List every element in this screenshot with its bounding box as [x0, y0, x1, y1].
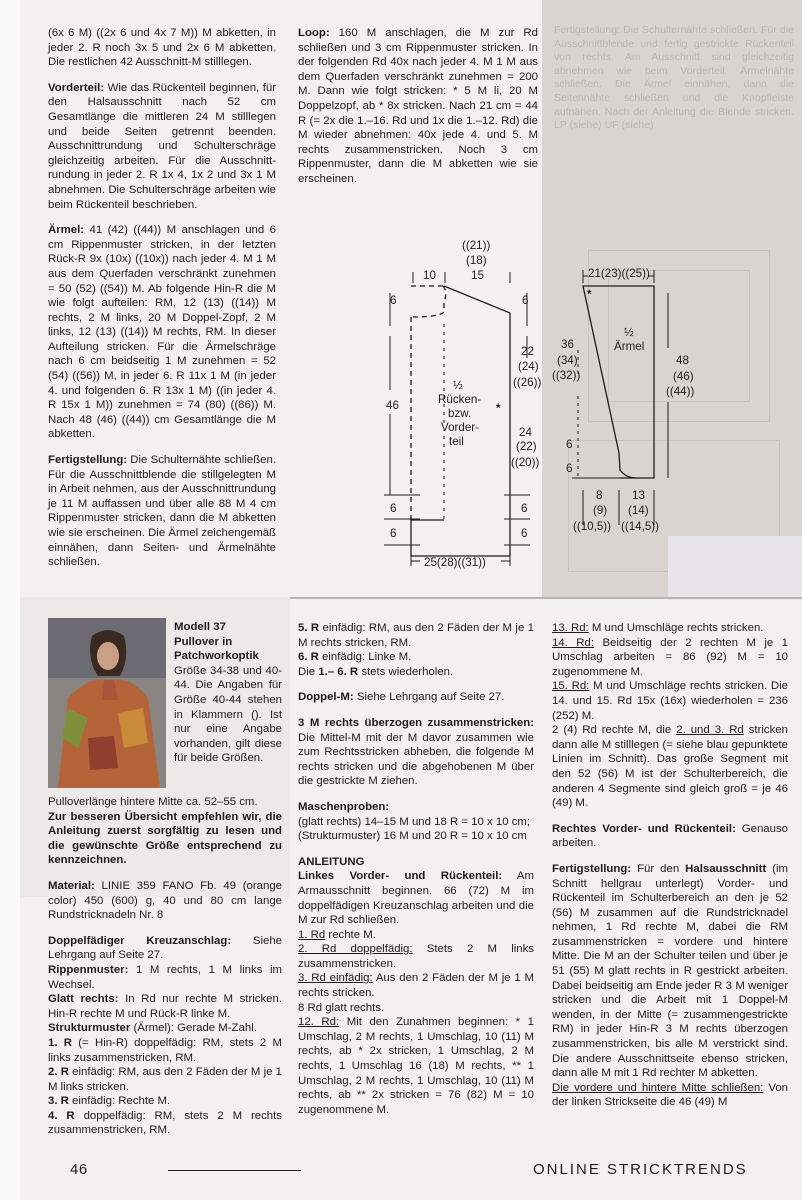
round-12: 12. Rd: Mit den Zunahmen beginnen: * 1 Umschlag, 2 M rechts, 1 Umschlag, 10 (11) M rechts, ab * 2x stricken, 1 Umschlag, 2 M rechts, 1 Umschlag 16 (18) M rechts, ** 1 Umschlag, 2 M rechts, 1 Umschlag, 10 (11) M rechts, ab ** 2x stricken = 76 (82) M = 10 zugenommene M. [298, 1016, 534, 1116]
dim-neck-half: 10 [423, 269, 436, 282]
model-row-1: 1. R (= Hin-R) doppelfädig: RM, stets 2 M links zusammenstricken, RM. [48, 1036, 282, 1064]
dim-bottom-width: 25(28)((31)) [424, 556, 486, 569]
dim-rib-right-2: 6 [521, 527, 528, 540]
dim-side-3: ((20)) [511, 456, 540, 469]
page-edge [0, 0, 20, 1200]
dim-rib-left-2: 6 [390, 527, 397, 540]
segments-paragraph: 2 (4) Rd rechte M, die 2. und 3. Rd stricken dann alle M stilllegen (= siehe blau gepunktete Linien im Schnitt). Das große Segment mit den 52 (56) M ist der Schulterbereich, die anderen 4 Segmente sind gleich groß = je 46 (49) M. [552, 724, 788, 810]
back-label-bzw: bzw. [448, 407, 472, 420]
round-15: 15. Rd: M und Umschläge rechts stricken. Die 14. und 15. Rd 15x (16x) wiederholen = 236 (252) M. [552, 680, 788, 722]
bottom-mid-column [298, 621, 534, 1117]
show-through-text: Fertigstellung: Die Schulternähte schließen. Für die Ausschnittblende und fertig gestrickte Rückenteil von rechts. Am Ausschnitt sind gleichzeitig abnehmen wie beim Vorderteil. Ärmelnähte schließen. Die Ärmel einnähen, dann die Seitennähte schließen und die Knopfleiste aufnähen. Nach der Anleitung die Blende stricken. LP (siehe) UF (siehe) [554, 24, 794, 132]
model-strukturmuster: Strukturmuster (Ärmel): Gerade M-Zahl. [48, 1022, 257, 1035]
round-3: 3. Rd einfädig: Aus den 2 Fäden der M je 1 M rechts stricken. [298, 972, 534, 1000]
model-sizes-cont: Pulloverlänge hintere Mitte ca. 52–55 cm. [48, 796, 258, 808]
sleeve-bottom-a-3: ((10,5)) [573, 520, 612, 533]
paragraph-loop: Loop: 160 M anschlagen, die M zur Rd schließen und 3 cm Rippenmuster stricken. In der folgenden Rd 40x nach jeder 4. M 1 M aus dem Querfaden verschränkt zunehmen = 200 M. Dann wie folgt stricken: * 5 M li, 20 M Doppelzopf, ab * 8x stricken. Nach 21 cm = 44 R (= 2x die 1.–16. Rd und 1x die 1.–12. Rd) die M wieder abnehmen: 40x jede 4. und 5. M rechts zusammenstricken. Noch 3 cm Rippenmuster, dann die M abketten wie sie erscheinen. [298, 27, 538, 185]
back-star-mark: * [496, 402, 501, 415]
sleeve-dim-top: 21(23)((25)) [588, 267, 650, 280]
sleeve-label-half: ½ [624, 326, 634, 339]
dim-shoulder-right: 6 [522, 294, 529, 307]
sleeve-dim-left-2: (34) [557, 354, 578, 367]
magazine-name: ONLINE STRICKTRENDS [533, 1161, 748, 1178]
sleeve-cuff-1: 6 [566, 438, 573, 451]
maschenproben-2: (Strukturmuster) 16 M und 20 R = 10 x 10 cm [298, 830, 527, 843]
page-number: 46 [70, 1161, 88, 1178]
paragraph-aermel: Ärmel: 41 (42) ((44)) M anschlagen und 6 cm Rippenmuster stricken, in der letzten Rück-R 9x (10x) ((10x)) nach jeder 4. M 1 M aus dem Querfaden verschränkt zunehmen = 50 (52) ((54)) M. Ab folgende Hin-R die M wie folgt aufteilen: RM, 12 (13) ((14)) M rechts, 2 M links, 20 M Doppel-Zopf, 2 M links, 12 (13) ((14)) M rechts, RM. In dieser Aufteilung stricken. Für die Ärmelschräge nach 6 cm beidseitig 1 M zunehmen = 52 (54) ((56)) M, in jeder 6. R 11x 1 M (in jeder 4. und folgenden 6. R 13x 1 M) ((in jeder 4. R 15x 1 M)) zunehmen = 74 (80) ((86)) M. Nach 48 (46) ((44)) cm Gesamtlänge die M abketten. [48, 224, 276, 441]
dim-rib-left: 6 [390, 502, 397, 515]
dim-shoulder-left: 6 [390, 294, 397, 307]
model-sizes: Größe 34-38 und 40-44. Die Angaben für Größe 40-44 stehen in Klammern (). Ist nur eine Angabe vorhanden, gilt diese für beide Größen. [174, 664, 282, 765]
sleeve-cuff-2: 6 [566, 462, 573, 475]
dim-shoulder-width-2: (18) [466, 254, 487, 267]
anleitung-heading: ANLEITUNG [298, 855, 365, 868]
row-5: 5. R einfädig: RM, aus den 2 Fäden der M je 1 M rechts stricken, RM. [298, 622, 535, 649]
dim-armhole-2: (24) [518, 360, 539, 373]
maschenproben-1: (glatt rechts) 14–15 M und 18 R = 10 x 10 cm; [298, 815, 531, 828]
model-title: Modell 37 [174, 621, 226, 633]
model-glatt-rechts: Glatt rechts: In Rd nur rechte M stricken. Hin-R rechte M und Rück-R linke M. [48, 993, 282, 1020]
round-8: 8 Rd glatt rechts. [298, 1001, 385, 1014]
sleeve-bottom-b-3: ((14,5)) [621, 520, 660, 533]
sleeve-star-mark: * [587, 288, 592, 301]
round-1: 1. Rd rechte M. [298, 928, 376, 941]
ueberzogen: 3 M rechts überzogen zusammenstricken: Die Mittel-M mit der M davor zusammen wie zum Rechtsstricken abheben, die folgende M rechts stricken und die abgehobenen M über die gestrickte M ziehen. [298, 716, 534, 788]
sleeve-dim-right-1: 48 [676, 354, 689, 367]
dim-shoulder-width-3: ((21)) [462, 239, 491, 252]
top-mid-column [298, 26, 538, 198]
model-material: Material: LINIE 359 FANO Fb. 49 (orange color) 450 (600) g, 40 und 80 cm lange Rundstricknadeln Nr. 8 [48, 879, 282, 922]
fertigstellung-2: Fertigstellung: Für den Halsausschnitt (im Schnitt hellgrau unterlegt) Vorder- und Rückenteil im Schulterbereich an den je 52 (56) M zusammen auf die Rundstricknadel nehmen, 1 Rd rechte M, dabei die RM zusammenstricken = vordere und hintere Mitte. Die M an der Schulter teilen und über je 51 (55) M glatt rechts in R gestrickt arbeiten. Dabei beidseitig am Ende jeder R 3 M weniger stricken und die Arbeit mit 1 Doppel-M wenden, in der Mitte (= zusammengestrickte RM) in jeder Hin-R 3 M rechts überzogen zusammenstricken, bis alle M verstrickt sind. Die andere Ausschnittseite ebenso stricken, dann alle M mit 1 Rd rechter M abketten. [552, 862, 788, 1080]
model-photo [48, 618, 166, 788]
doppel-m: Doppel-M: Siehe Lehrgang auf Seite 27. [298, 691, 505, 704]
sleeve-labels [552, 267, 694, 533]
sleeve-bottom-b-2: (14) [628, 504, 649, 517]
round-14: 14. Rd: Beidseitig der 2 rechten M je 1 Umschlag arbeiten = 86 (92) M = 10 zugenommene M. [552, 636, 788, 678]
dim-side-1: 24 [519, 426, 532, 439]
round-2: 2. Rd doppelfädig: Stets 2 M links zusammenstricken. [298, 943, 534, 970]
model-row-3: 3. R einfädig: Rechte M. [48, 1095, 171, 1108]
dim-total-length: 46 [386, 399, 399, 412]
bottom-right-column [552, 621, 788, 1110]
sleeve-dim-right-2: (46) [673, 370, 694, 383]
model-subtitle-1: Pullover in [174, 635, 233, 648]
round-13: 13. Rd: M und Umschläge rechts stricken. [552, 622, 764, 634]
sleeve-label-aermel: Ärmel [614, 340, 645, 353]
dim-side-2: (22) [516, 440, 537, 453]
model-rippenmuster: Rippenmuster: 1 M rechts, 1 M links im Wechsel. [48, 963, 282, 991]
footer-rule [168, 1170, 301, 1171]
dim-shoulder-width: 15 [471, 269, 484, 282]
back-label-vorder: Vorder- [441, 421, 480, 434]
back-label-half: ½ [453, 379, 463, 392]
sleeve-bottom-b-1: 13 [632, 489, 645, 502]
model-kreuzanschlag: Doppelfädiger Kreuzanschlag: Siehe Lehrgang auf Seite 27. [48, 934, 282, 962]
sleeve-dim-left-1: 36 [561, 338, 574, 351]
dim-armhole-1: 22 [521, 345, 534, 358]
linkes-teil: Linkes Vorder- und Rückenteil: Am Armausschnitt beginnen. 66 (72) M im doppelfädigen Kreuzanschlag arbeiten und die M zur Rd schließen. [298, 870, 534, 927]
paragraph-abketten: (6x 6 M) ((2x 6 und 4x 7 M)) M abketten, in jeder 2. R noch 3x 5 und 2x 6 M abketten. Die restlichen 42 Ausschnitt-M stilllegen. [48, 27, 276, 69]
maschenproben-head: Maschenproben: [298, 800, 390, 813]
rows-repeat: Die 1.– 6. R stets wiederholen. [298, 665, 454, 678]
dim-rib-right: 6 [521, 502, 528, 515]
back-label-teil: teil [449, 435, 464, 448]
paragraph-vorderteil: Vorderteil: Wie das Rückenteil beginnen, für den Halsausschnitt nach 52 cm Gesamtlänge die mittleren 24 M stilllegen und beide Seiten getrennt beenden. Ausschnittrundung und Schulterschräge gleichzeitig arbeiten. Für die Ausschnittrundung in jeder 2. R 1x 4, 1x 2 und 3x 1 M abnehmen. Die Schulterschräge arbeiten wie beim Rückenteil beschrieben. [48, 81, 276, 211]
sleeve-dim-left-3: ((32)) [552, 369, 581, 382]
model-subtitle-2: Patchworkoptik [174, 650, 259, 663]
model-heading [174, 620, 282, 766]
model-row-2: 2. R einfädig: RM, aus den 2 Fäden der M je 1 M links stricken. [48, 1066, 283, 1093]
sleeve-bottom-a-2: (9) [593, 504, 608, 517]
model-row-4: 4. R doppelfädig: RM, stets 2 M rechts zusammenstricken, RM. [48, 1109, 283, 1137]
top-left-column [48, 26, 276, 581]
paragraph-fertigstellung: Fertigstellung: Die Schulternähte schließen. Für die Ausschnittblende die stillgelegten M in Arbeit nehmen, aus der Ausschnittrundung je 11 M auffassen und über alle 88 M 4 cm Rippenmuster stricken, dann die M abketten wie sie erscheinen. Die Ärmel zeichengemäß einnähen, dann Seiten- und Ärmelnähte schließen. [48, 454, 276, 569]
dim-armhole-3: ((26)) [513, 376, 542, 389]
sleeve-bottom-a-1: 8 [596, 489, 603, 502]
sleeve-dim-right-3: ((44)) [666, 385, 695, 398]
back-label-ruecken: Rücken- [438, 393, 482, 406]
model-advice: Zur besseren Übersicht empfehlen wir, die Anleitung zuerst sorgfältig zu lesen und die gewünschte Größe entsprechend zu kennzeichnen. [48, 810, 282, 867]
row-6: 6. R einfädig: Linke M. [298, 651, 412, 664]
rechtes-teil: Rechtes Vorder- und Rückenteil: Genauso arbeiten. [552, 822, 788, 850]
model-body [48, 795, 282, 1138]
sleeve-outline [583, 286, 654, 478]
mitte-schliessen: Die vordere und hintere Mitte schließen: Von der linken Strickseite die 46 (49) M [552, 1081, 789, 1109]
pattern-schematic [360, 230, 702, 580]
